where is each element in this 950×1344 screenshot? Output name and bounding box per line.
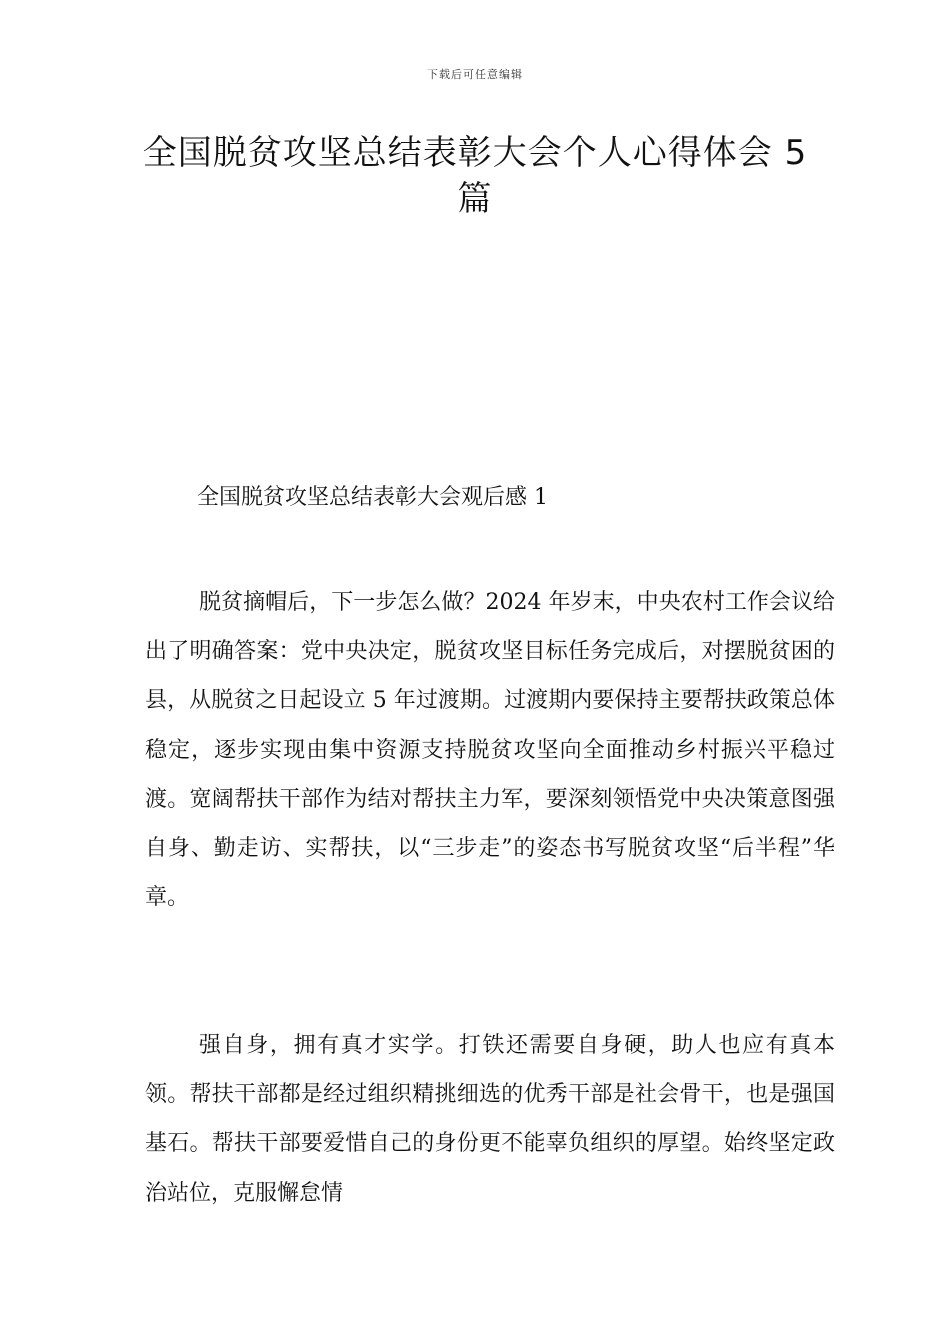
section-title: 全国脱贫攻坚总结表彰大会观后感 1 (197, 485, 548, 510)
document-title: 全国脱贫攻坚总结表彰大会个人心得体会 5 篇 (142, 133, 808, 219)
header-note: 下载后可任意编辑 (427, 68, 523, 81)
paragraph: 脱贫摘帽后，下一步怎么做？2024 年岁末，中央农村工作会议给出了明确答案：党中央决定，脱贫攻坚目标任务完成后，对摆脱贫困的县，从脱贫之日起设立 5 年过渡期。过渡期内要保持主要帮扶政策总体稳定，逐步实现由集中资源支持脱贫攻坚向全面推动乡村振兴平稳过渡。宽阔帮扶干部作为结对帮扶主力军，要深刻领悟党中央决策意图强自身、勤走访、实帮扶，以“三步走”的姿态书写脱贫攻坚“后半程”华章。 (145, 590, 835, 911)
paragraph: 强自身，拥有真才实学。打铁还需要自身硬，助人也应有真本领。帮扶干部都是经过组织精挑细选的优秀干部是社会骨干，也是强国基石。帮扶干部要爱惜自己的身份更不能辜负组织的厚望。始终坚定政治站位，克服懈怠情 (145, 1033, 835, 1206)
